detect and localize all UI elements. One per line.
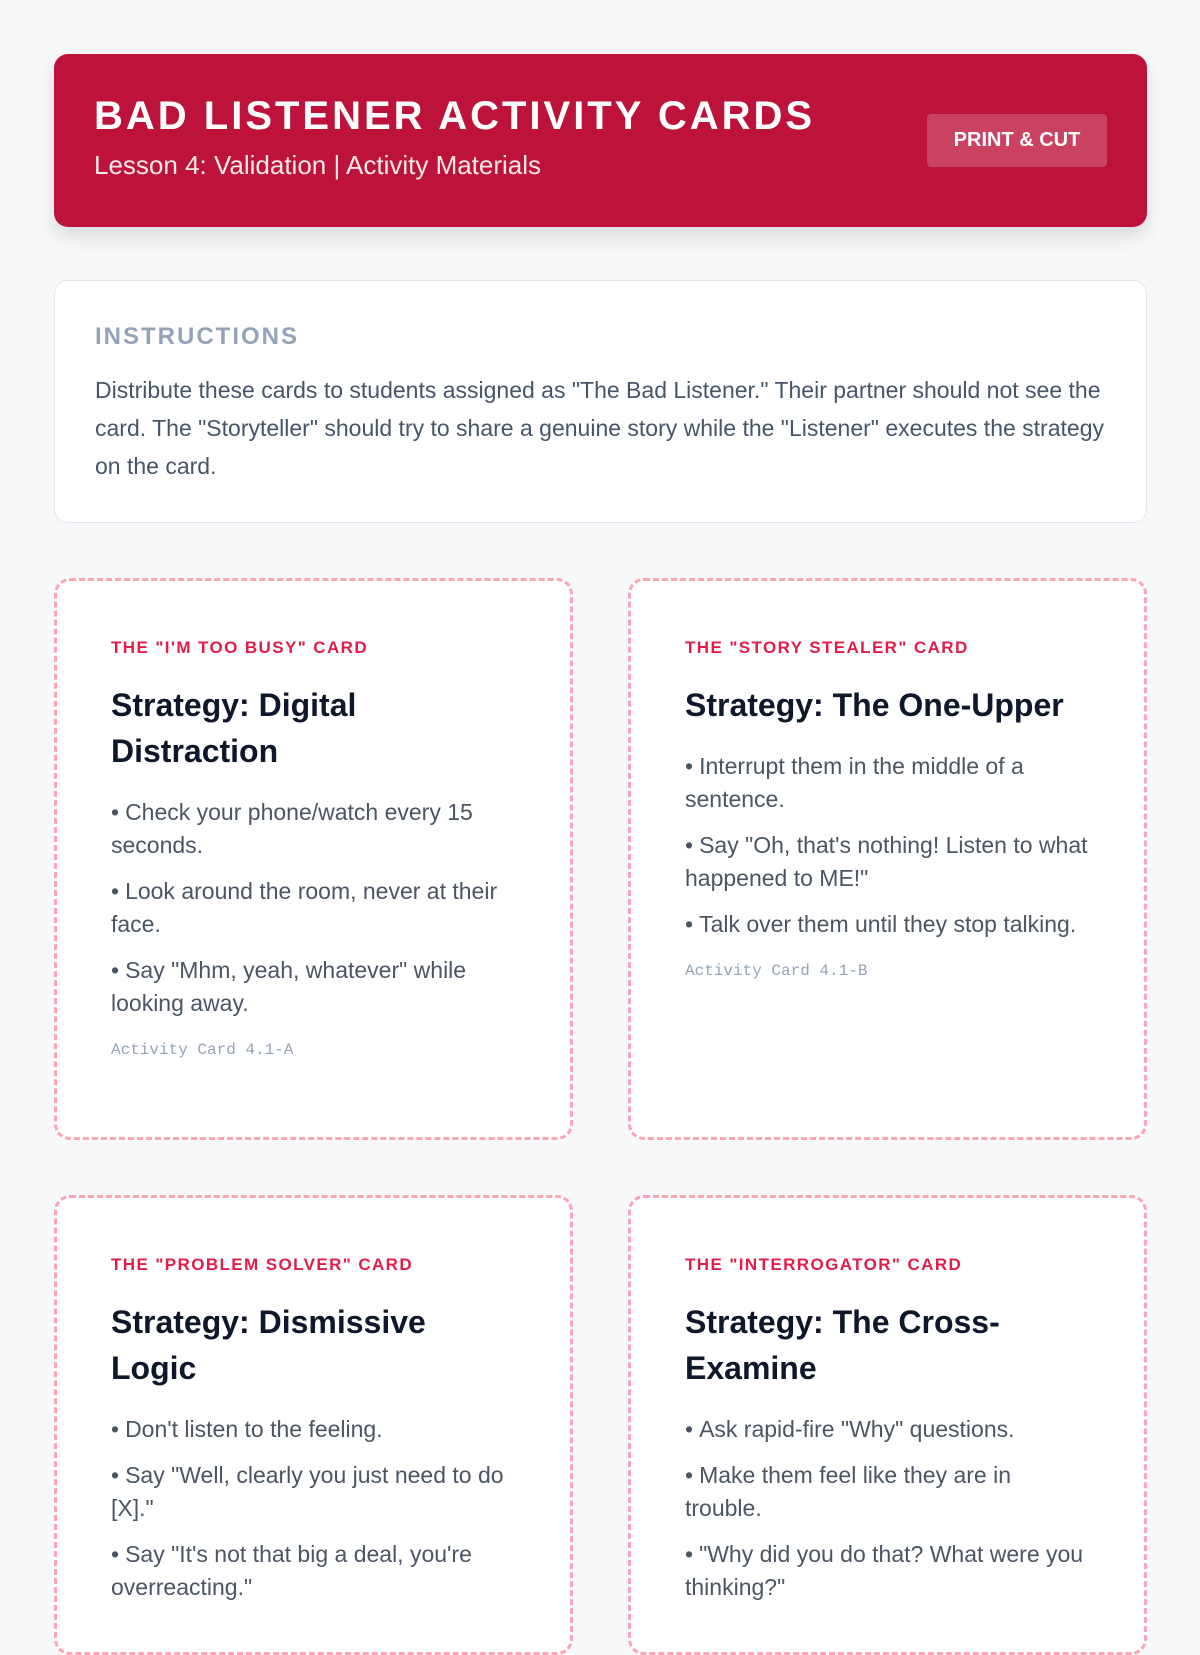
card-bullet-text: Make them feel like they are in trouble. [685,1462,1011,1521]
card-bullet-text: Don't listen to the feeling. [125,1416,383,1442]
card-id: Activity Card 4.1-B [685,962,868,980]
card-bullet [685,1459,1090,1525]
card-bullet-text: Talk over them until they stop talking. [699,911,1077,937]
bullet-icon: • [111,878,120,904]
card-bullet [685,1413,1090,1446]
card-bullet-list [111,796,516,1020]
bullet-icon: • [111,1416,120,1442]
card-bullet-list [685,750,1090,941]
bullet-icon: • [685,1541,694,1567]
card-bullet [111,796,516,862]
card-bullet [111,1538,516,1604]
card-bullet-text: Say "Mhm, yeah, whatever" while looking away. [111,957,467,1016]
bullet-icon: • [685,832,694,858]
bullet-icon: • [111,1462,120,1488]
instructions-text: Distribute these cards to students assigned as "The Bad Listener." Their partner should not see the card. The "Storyteller" should try to share a genuine story while the "Listener" executes the strategy on the card. [95,377,1104,479]
card-title: Strategy: The One-Upper [685,687,1064,723]
activity-card-too-busy [54,578,573,1140]
instructions-heading: INSTRUCTIONS [95,323,299,350]
card-bullet [111,1413,516,1446]
card-bullet-text: Interrupt them in the middle of a sentence. [685,753,1024,812]
card-bullet-text: Check your phone/watch every 15 seconds. [111,799,473,858]
activity-card-interrogator [628,1195,1147,1655]
bullet-icon: • [685,1416,694,1442]
card-bullet [685,750,1090,816]
card-bullet [685,908,1090,941]
bullet-icon: • [685,911,694,937]
card-id: Activity Card 4.1-A [111,1041,294,1059]
page-header [54,54,1147,227]
bullet-icon: • [685,753,694,779]
card-bullet-text: "Why did you do that? What were you thinking?" [685,1541,1084,1600]
bullet-icon: • [111,799,120,825]
card-tag: THE "I'M TOO BUSY" CARD [111,638,369,657]
bullet-icon: • [111,957,120,983]
card-title: Strategy: Dismissive Logic [111,1304,426,1386]
card-title: Strategy: Digital Distraction [111,687,357,769]
instructions-panel [54,280,1147,523]
card-bullet [111,954,516,1020]
bullet-icon: • [685,1462,694,1488]
card-bullet-list [685,1413,1090,1604]
card-bullet-text: Look around the room, never at their face. [111,878,498,937]
bullet-icon: • [111,1541,120,1567]
card-bullet [685,829,1090,895]
card-title: Strategy: The Cross-Examine [685,1304,1000,1386]
page-subtitle: Lesson 4: Validation | Activity Materials [94,150,542,180]
card-tag: THE "PROBLEM SOLVER" CARD [111,1255,414,1274]
card-bullet-list [111,1413,516,1604]
card-bullet-text: Say "Well, clearly you just need to do [X]." [111,1462,504,1521]
print-and-cut-button[interactable]: PRINT & CUT [927,114,1107,167]
card-bullet [685,1538,1090,1604]
card-bullet [111,875,516,941]
card-tag: THE "INTERROGATOR" CARD [685,1255,963,1274]
card-bullet-text: Ask rapid-fire "Why" questions. [699,1416,1015,1442]
activity-card-story-stealer [628,578,1147,1140]
card-bullet-text: Say "Oh, that's nothing! Listen to what happened to ME!" [685,832,1088,891]
card-bullet-text: Say "It's not that big a deal, you're overreacting." [111,1541,472,1600]
card-bullet [111,1459,516,1525]
activity-card-problem-solver [54,1195,573,1655]
page-title: BAD LISTENER ACTIVITY CARDS [94,94,816,138]
card-tag: THE "STORY STEALER" CARD [685,638,969,657]
